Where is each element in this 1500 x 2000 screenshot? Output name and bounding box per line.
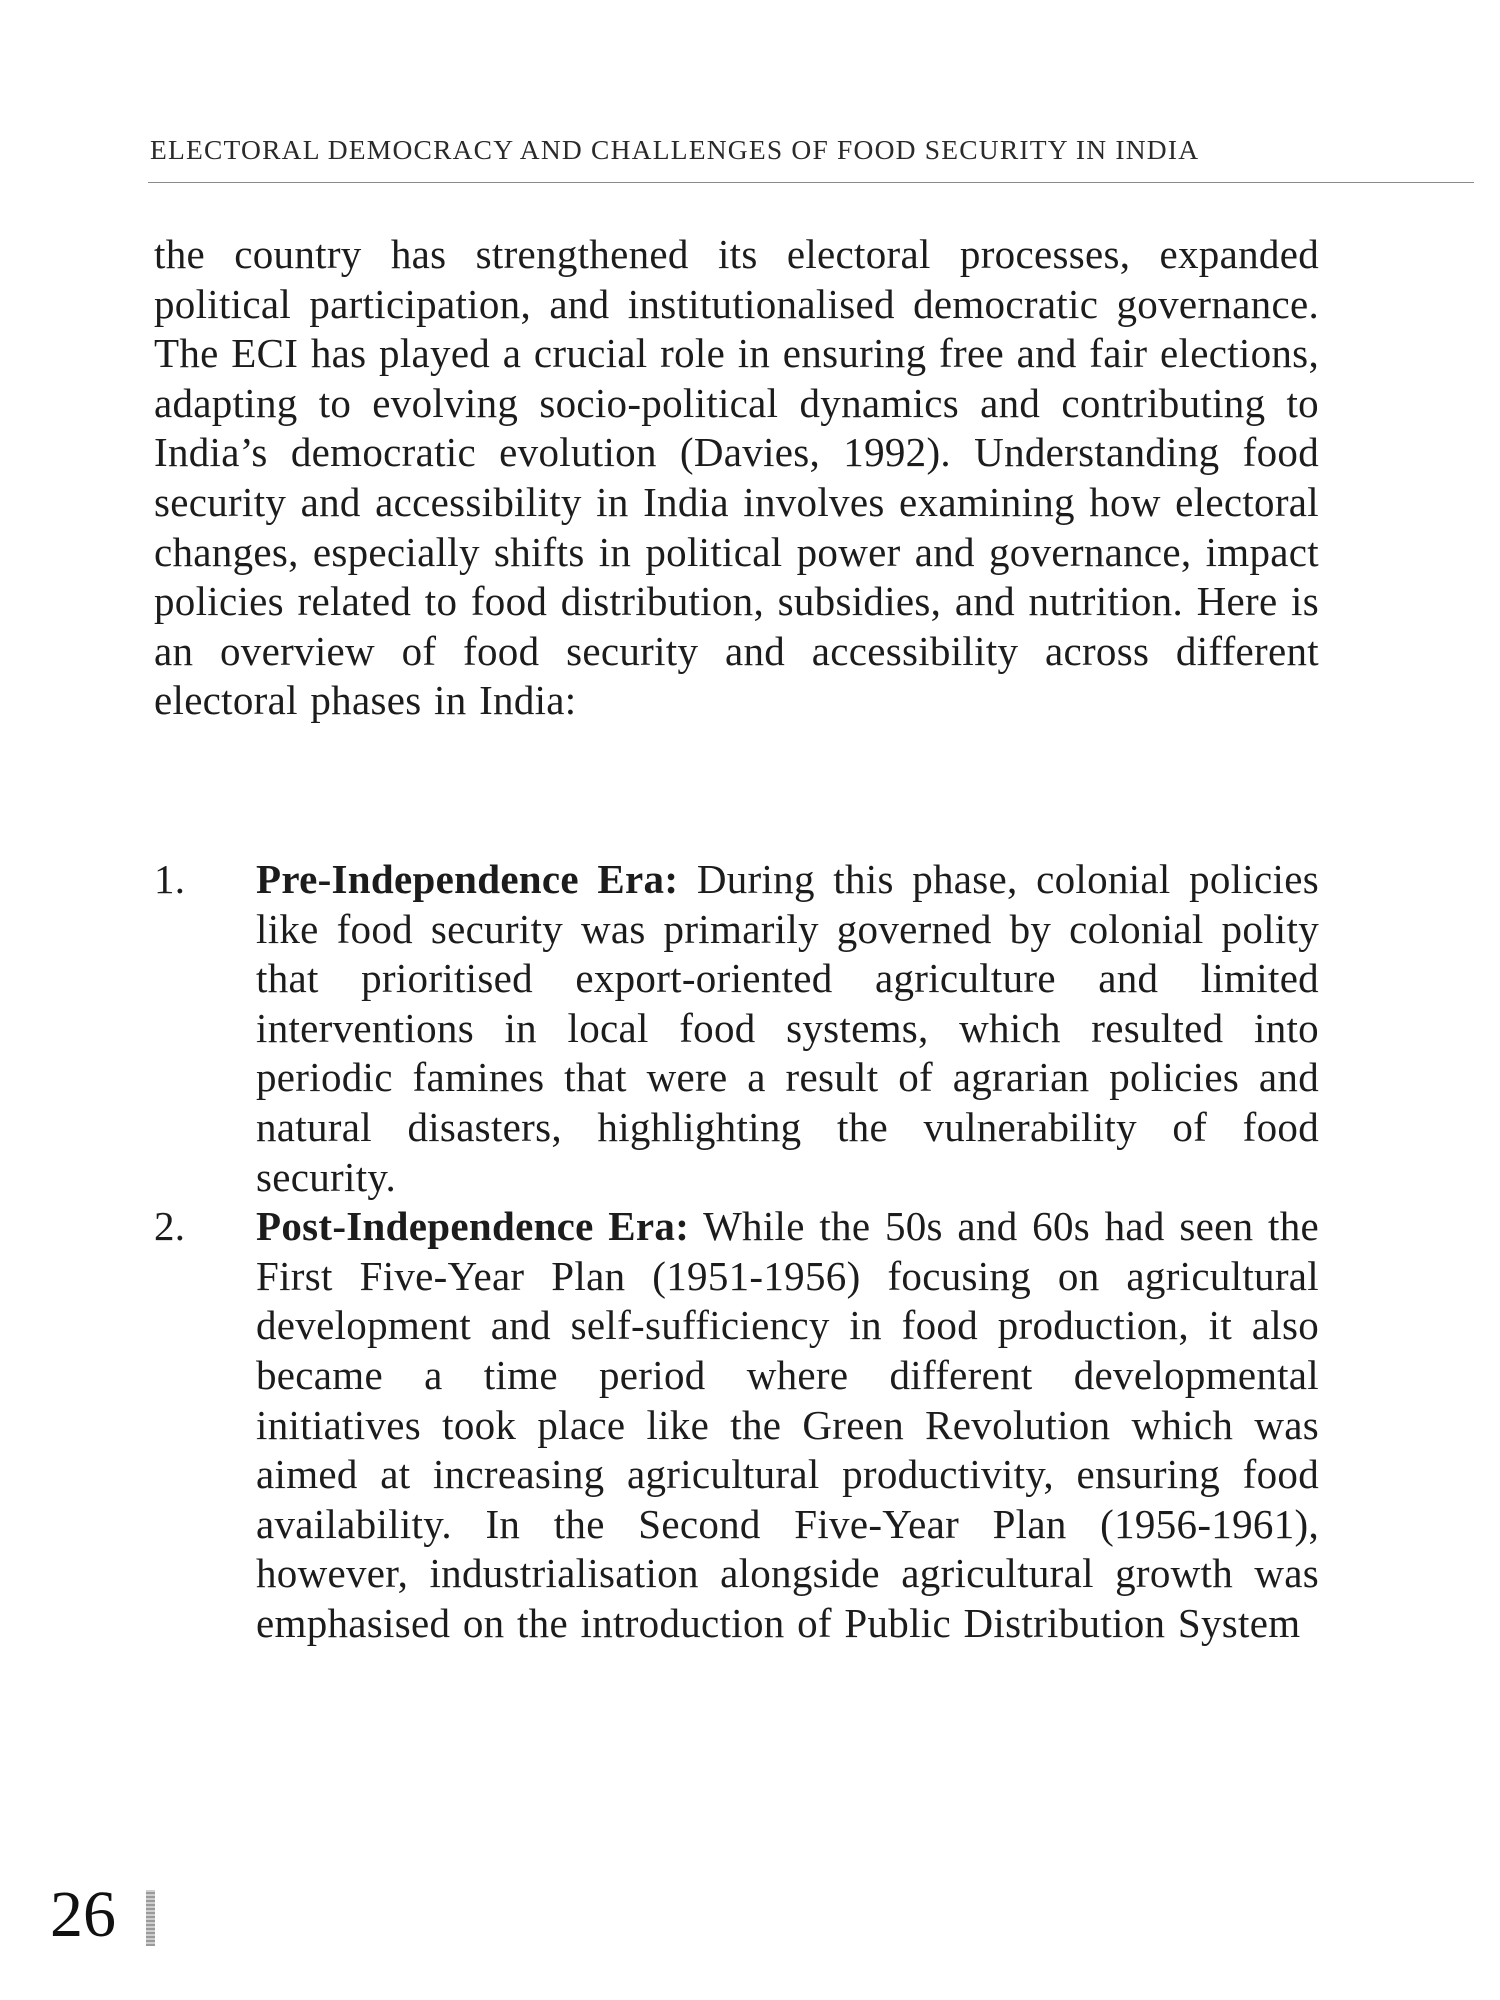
body-text — [154, 230, 1319, 726]
list-item-text — [256, 1202, 1319, 1648]
list-item — [154, 1202, 1319, 1648]
list-item-term: Post-Independence Era: — [256, 1203, 690, 1250]
list-item-body: While the 50s and 60s had seen the First Five-Year Plan (1951-1956) focusing on agricultural development and self-sufficiency in food production, it also became a time period where different developmental initiatives took place like the Green Revolution which was aimed at increasing agricultural productivity, ensuring food availability. In the Second Five-Year Plan (1956-1961), however, industrialisation alongside agricultural growth was emphasised on the introduction of Public Distribution System — [256, 1203, 1319, 1646]
list-item-body: During this phase, colonial policies like food security was primarily governed by colonial polity that prioritised export-oriented agriculture and limited interventions in local food systems, which resulted into periodic famines that were a result of agrarian policies and natural disasters, highlighting the vulnerability of food security. — [256, 856, 1320, 1200]
list-item-number: 2. — [154, 1203, 186, 1250]
intro-paragraph: the country has strengthened its electoral processes, expanded political participation, and institutionalised democratic governance. The ECI has played a crucial role in ensuring free and fair elections, adapting to evolving socio-political dynamics and contributing to India’s democratic evolution (Davies, 1992). Understanding food security and accessibility in India involves examining how electoral changes, especially shifts in political power and governance, impact policies related to food distribution, subsidies, and nutrition. Here is an overview of food security and accessibility across different electoral phases in India: — [154, 231, 1319, 724]
list-item-number: 1. — [154, 856, 186, 902]
list-item — [154, 855, 1319, 1202]
list-item-text — [256, 855, 1319, 1202]
running-header: ELECTORAL DEMOCRACY AND CHALLENGES OF FOOD SECURITY IN INDIA — [150, 134, 1200, 165]
header-rule — [148, 182, 1474, 183]
page-number: 26 — [50, 1878, 116, 1951]
list-item-term: Pre-Independence Era: — [256, 856, 679, 902]
page-number-bar — [146, 1890, 155, 1946]
numbered-list — [154, 855, 1319, 1649]
